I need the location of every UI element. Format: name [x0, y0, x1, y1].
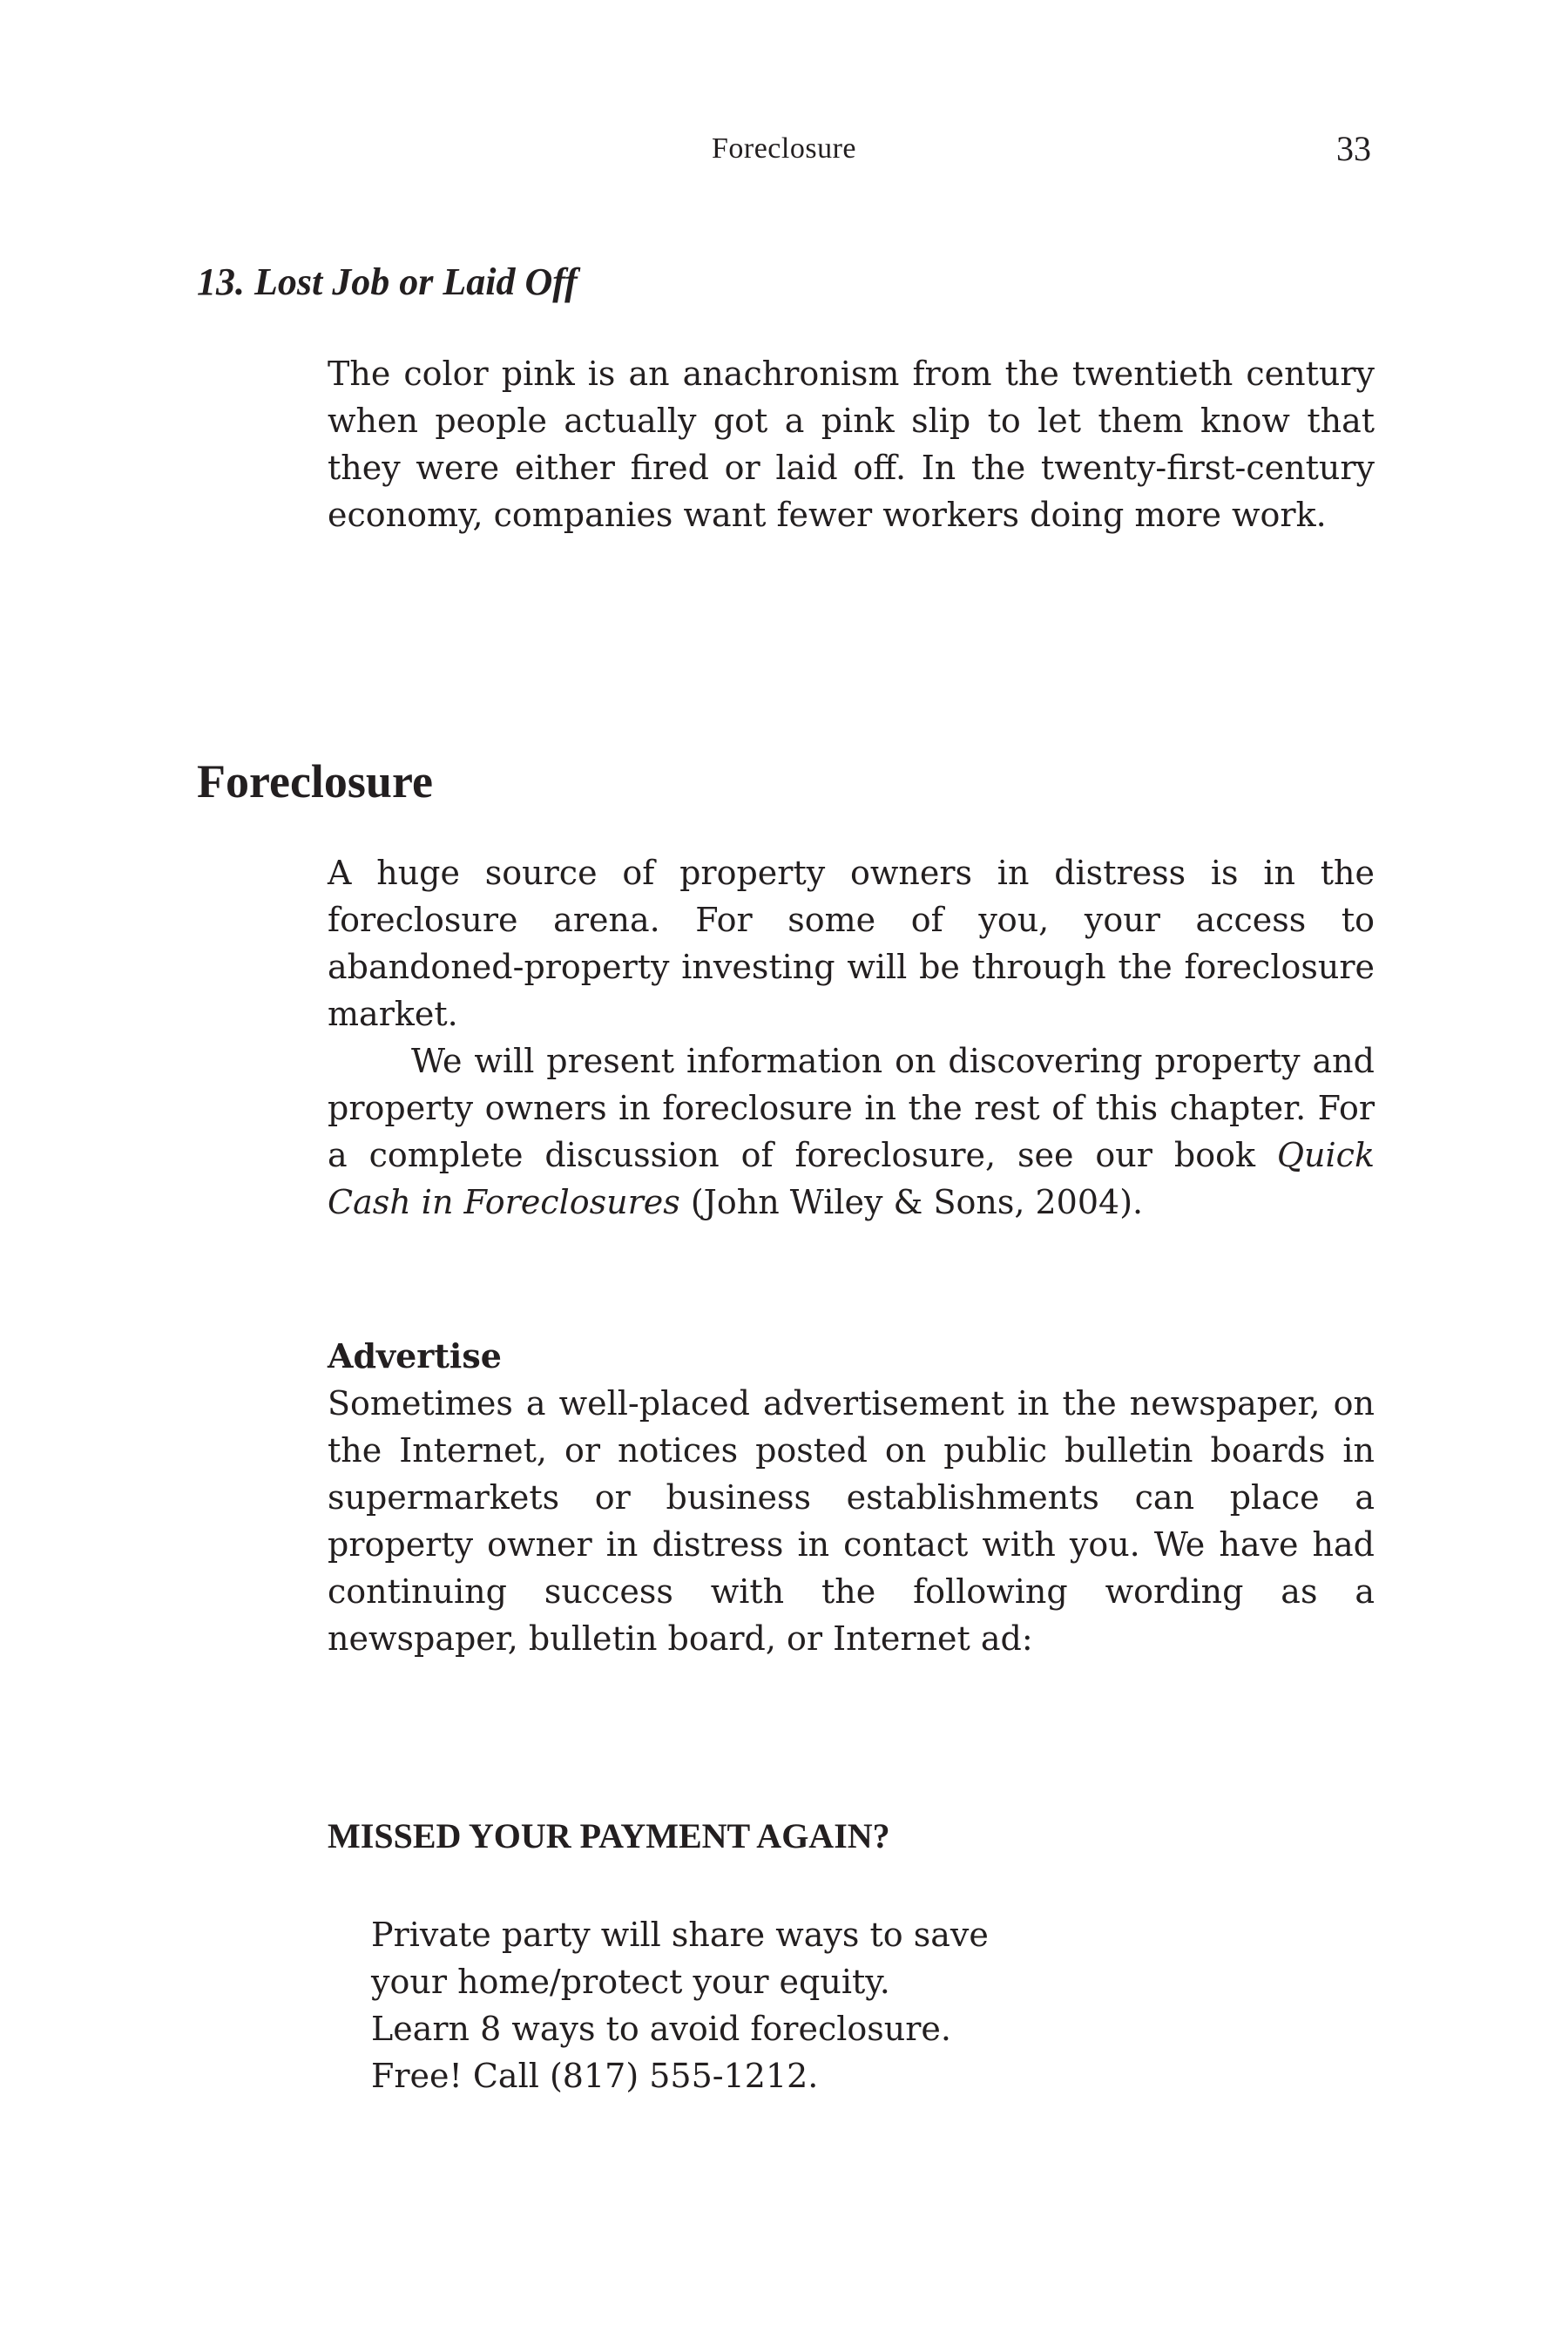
section-13-paragraph: The color pink is an anachronism from the twentieth century when people actually got a pink slip to let them know that they were either fired or laid off. In the twenty-first-century economy, companies want fewer workers doing more work. [328, 355, 1375, 534]
ad-line: Private party will share ways to save [371, 1916, 989, 1954]
ad-line: Free! Call (817) 555-1212. [371, 2057, 819, 2095]
ad-line: Learn 8 ways to avoid foreclosure. [371, 2010, 951, 2048]
foreclosure-title: Foreclosure [197, 755, 433, 808]
foreclosure-paragraph-2-citation: (John Wiley & Sons, 2004). [679, 1183, 1144, 1221]
ad-line: your home/protect your equity. [371, 1963, 890, 2001]
ad-body [371, 1911, 1155, 2099]
page-number: 33 [1336, 129, 1371, 168]
advertise-section [328, 1333, 1375, 1662]
advertise-paragraph: Sometimes a well-placed advertisement in the newspaper, on the Internet, or notices posted on public bulletin boards in supermarkets or business establishments can place a property owner in distress in contact with you. We have had continuing success with the following wording as a newspaper, bulletin board, or Internet ad: [328, 1384, 1375, 1658]
ad-headline: MISSED YOUR PAYMENT AGAIN? [328, 1816, 890, 1855]
section-13-body [328, 350, 1375, 538]
foreclosure-paragraph-2-text: We will present information on discovering property and property owners in foreclosure in the rest of this chapter. For a complete discussion of foreclosure, see our book [328, 1042, 1375, 1174]
foreclosure-body [328, 849, 1375, 1226]
foreclosure-paragraph-2 [328, 1037, 1375, 1226]
section-13-title: 13. Lost Job or Laid Off [197, 260, 578, 303]
running-title: Foreclosure [711, 132, 856, 165]
foreclosure-paragraph-1: A huge source of property owners in distress is in the foreclosure arena. For some of you, your access to abandoned-property investing will be through the foreclosure market. [328, 854, 1375, 1033]
book-title: Quick Cash in Foreclosures [328, 1136, 1375, 1221]
running-head [0, 127, 1568, 171]
advertise-title: Advertise [328, 1336, 502, 1375]
